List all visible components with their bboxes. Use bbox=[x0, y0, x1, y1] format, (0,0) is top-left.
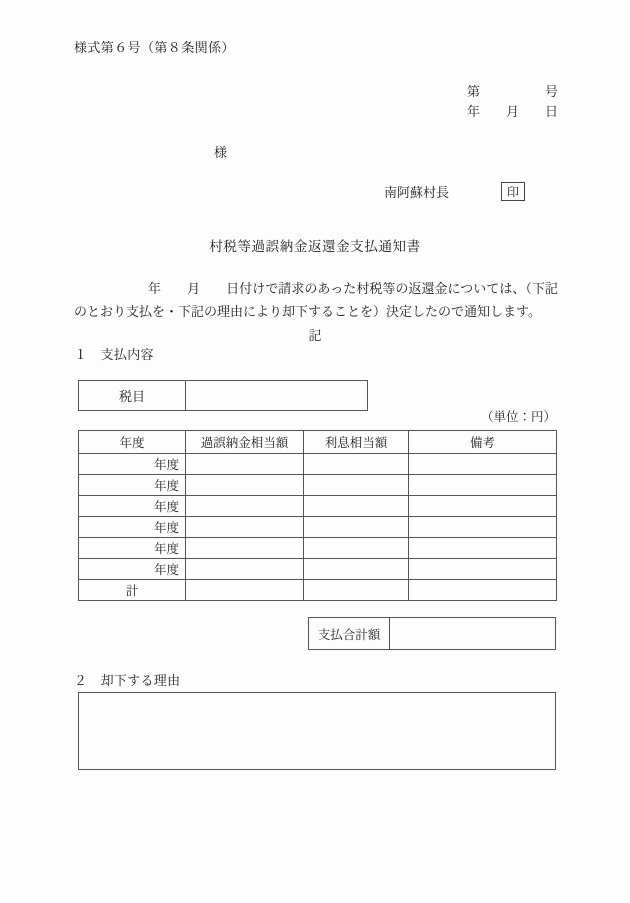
total-payment-box bbox=[308, 617, 556, 650]
tax-item-label: 税目 bbox=[79, 381, 186, 410]
table-row bbox=[79, 496, 557, 517]
section-heading-payment-details: １ 支払内容 bbox=[74, 347, 154, 362]
rejection-reason-field[interactable] bbox=[78, 692, 556, 770]
cell-amount[interactable] bbox=[186, 580, 304, 601]
cell-note[interactable] bbox=[409, 517, 557, 538]
issuer-name: 南阿蘇村長 bbox=[384, 185, 450, 200]
table-row bbox=[79, 475, 557, 496]
cell-total-label: 計 bbox=[79, 580, 186, 601]
total-payment-label: 支払合計額 bbox=[309, 618, 390, 649]
cell-interest[interactable] bbox=[304, 580, 409, 601]
addressee-honorific[interactable]: 様 bbox=[214, 145, 228, 160]
tax-item-value-field[interactable] bbox=[186, 381, 367, 410]
cell-amount[interactable] bbox=[186, 454, 304, 475]
document-number-field[interactable]: 第 号 bbox=[466, 84, 558, 99]
document-meta-block bbox=[467, 82, 558, 122]
column-header-interest: 利息相当額 bbox=[304, 431, 409, 454]
cell-year: 年度 bbox=[79, 559, 186, 580]
cell-note[interactable] bbox=[409, 559, 557, 580]
table-header-row bbox=[79, 431, 557, 454]
table-total-row bbox=[79, 580, 557, 601]
payment-table bbox=[78, 430, 557, 601]
total-payment-value-field[interactable] bbox=[390, 618, 555, 649]
cell-amount[interactable] bbox=[186, 538, 304, 559]
ki-mark: 記 bbox=[308, 328, 322, 343]
cell-note[interactable] bbox=[409, 454, 557, 475]
tax-item-box bbox=[78, 380, 368, 411]
cell-interest[interactable] bbox=[304, 538, 409, 559]
cell-note[interactable] bbox=[409, 538, 557, 559]
cell-interest[interactable] bbox=[304, 496, 409, 517]
cell-interest[interactable] bbox=[304, 454, 409, 475]
cell-note[interactable] bbox=[409, 580, 557, 601]
table-row bbox=[79, 517, 557, 538]
unit-note: （単位：円） bbox=[480, 410, 556, 424]
cell-amount[interactable] bbox=[186, 496, 304, 517]
cell-year: 年度 bbox=[79, 454, 186, 475]
cell-note[interactable] bbox=[409, 475, 557, 496]
table-row bbox=[79, 559, 557, 580]
column-header-amount: 過誤納金相当額 bbox=[186, 431, 304, 454]
cell-amount[interactable] bbox=[186, 517, 304, 538]
cell-year: 年度 bbox=[79, 517, 186, 538]
table-row bbox=[79, 454, 557, 475]
cell-year: 年度 bbox=[79, 496, 186, 517]
document-date-field[interactable]: 年 月 日 bbox=[466, 104, 558, 120]
issuer-block bbox=[384, 182, 525, 201]
table-row bbox=[79, 538, 557, 559]
body-paragraph bbox=[74, 278, 558, 324]
cell-amount[interactable] bbox=[186, 475, 304, 496]
column-header-year: 年度 bbox=[79, 431, 186, 454]
column-header-note: 備考 bbox=[409, 431, 557, 454]
body-paragraph-text: 付けで請求のあった村税等の返還金については、（下記のとおり支払を・下記の理由により却下することを）決定したので通知します。 bbox=[74, 281, 558, 319]
cell-interest[interactable] bbox=[304, 475, 409, 496]
cell-year: 年度 bbox=[79, 538, 186, 559]
cell-amount[interactable] bbox=[186, 559, 304, 580]
cell-note[interactable] bbox=[409, 496, 557, 517]
payment-table-body bbox=[79, 454, 557, 601]
document-title: 村税等過誤納金返還金支払通知書 bbox=[209, 239, 421, 254]
cell-interest[interactable] bbox=[304, 517, 409, 538]
cell-year: 年度 bbox=[79, 475, 186, 496]
body-date-blank[interactable]: 年 月 日 bbox=[148, 281, 240, 296]
cell-interest[interactable] bbox=[304, 559, 409, 580]
section-heading-rejection-reason: ２ 却下する理由 bbox=[74, 673, 181, 688]
seal-stamp-box[interactable]: 印 bbox=[501, 182, 525, 201]
form-number: 様式第６号（第８条関係） bbox=[74, 40, 235, 55]
